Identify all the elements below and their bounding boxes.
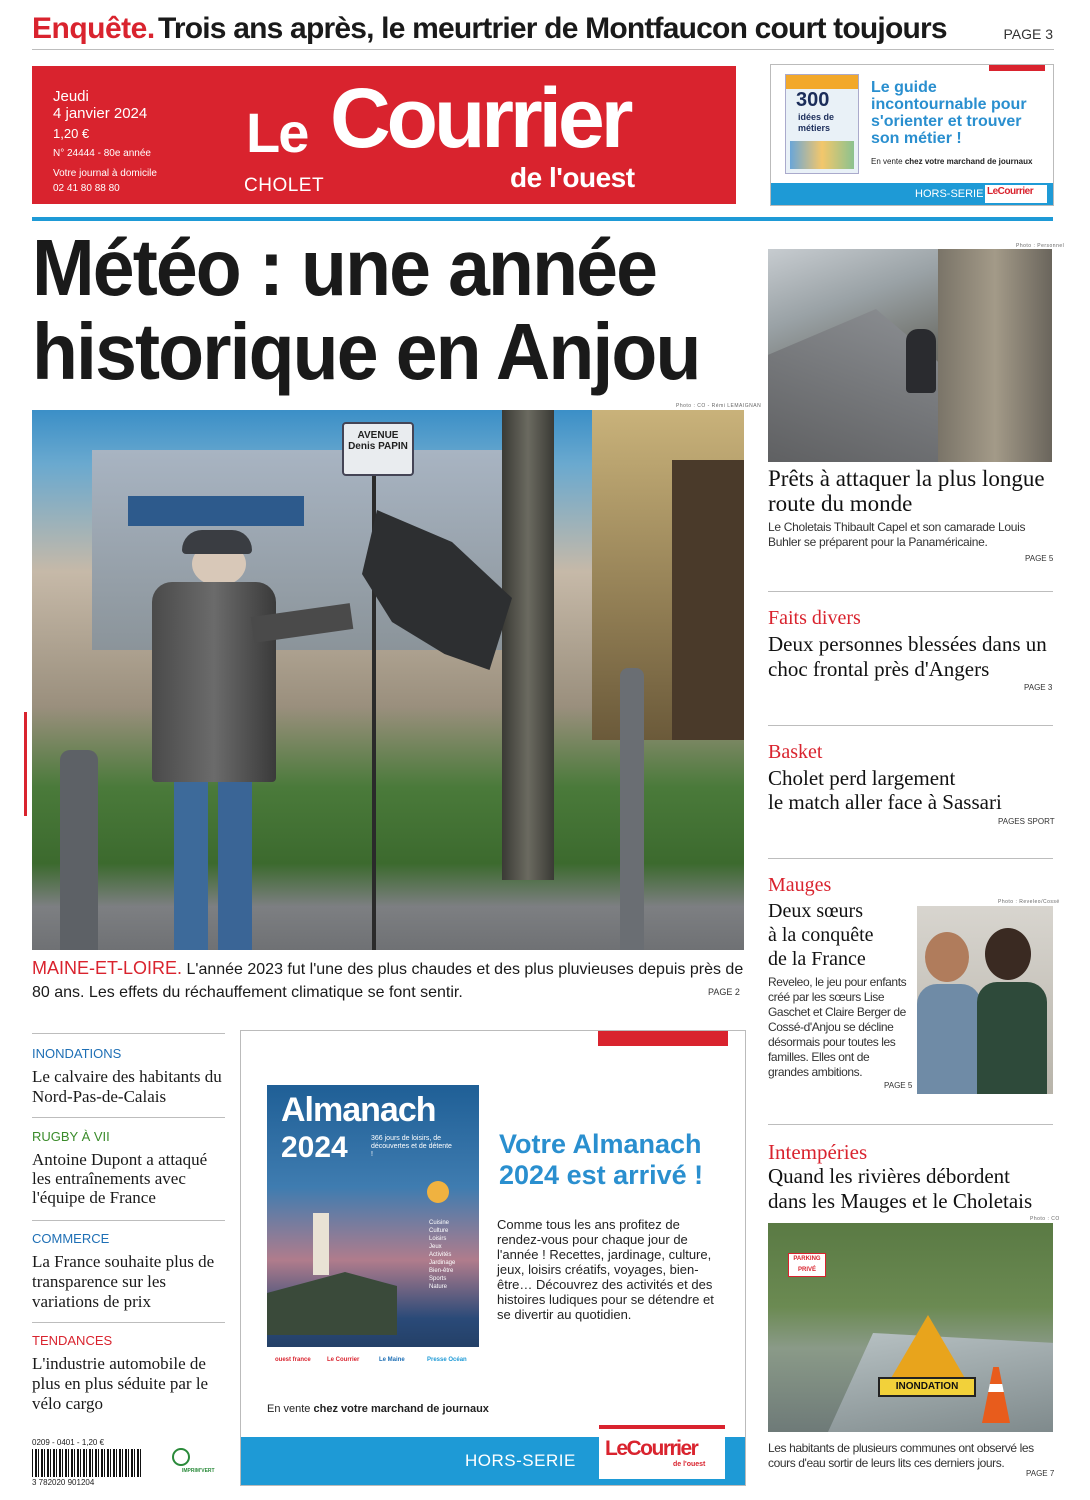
cover-logo-1: Le Courrier bbox=[327, 1357, 360, 1363]
masthead-issue: N° 24444 - 80e année bbox=[53, 148, 151, 159]
guide-hors-serie: HORS-SERIE bbox=[915, 188, 984, 200]
topic-6: Bien-être bbox=[429, 1268, 454, 1274]
guide-logo bbox=[985, 185, 1047, 203]
flood-page-ref: PAGE 7 bbox=[1026, 1469, 1055, 1478]
sisters-photo[interactable] bbox=[917, 906, 1053, 1094]
right-divider-1 bbox=[768, 591, 1053, 592]
newspaper-logo[interactable] bbox=[244, 71, 686, 201]
main-headline[interactable] bbox=[32, 223, 752, 396]
street-sign-line2: Denis PAPIN bbox=[348, 441, 408, 452]
almanach-headline bbox=[499, 1129, 739, 1191]
masthead-home-delivery: Votre journal à domicile bbox=[53, 168, 157, 179]
almanach-hors-serie: HORS-SERIE bbox=[465, 1451, 576, 1470]
basket-page-ref: PAGES SPORT bbox=[998, 817, 1055, 826]
almanach-headline-line2: 2024 est arrivé ! bbox=[499, 1160, 704, 1190]
top-divider bbox=[32, 49, 1054, 50]
topic-7: Sports bbox=[429, 1276, 447, 1282]
topic-5: Jardinage bbox=[429, 1260, 456, 1266]
climb-headline[interactable]: Prêts à attaquer la plus longue route du monde bbox=[768, 466, 1045, 516]
main-caption-kicker: MAINE-ET-LOIRE. bbox=[32, 958, 183, 978]
logo-subtitle: de l'ouest bbox=[510, 162, 635, 193]
guide-sale-bold: chez votre marchand de journaux bbox=[904, 157, 1033, 166]
teaser-headline: Trois ans après, le meurtrier de Montfaucon court toujours bbox=[158, 12, 947, 45]
almanach-logo-text: LeCourrier bbox=[605, 1437, 698, 1460]
flood-text: Les habitants de plusieurs communes ont observé les cours d'eau sortir de leurs lits ces derniers jours. bbox=[768, 1441, 1034, 1470]
masthead[interactable] bbox=[32, 66, 736, 204]
guide-cover-line2: métiers bbox=[798, 123, 831, 133]
faits-divers-kicker[interactable]: Faits divers bbox=[768, 607, 861, 629]
climb-photo[interactable] bbox=[768, 249, 1052, 462]
logo-le: Le bbox=[246, 101, 308, 164]
main-headline-line2: historique en Anjou bbox=[32, 307, 700, 396]
main-headline-line1: Météo : une année bbox=[32, 223, 657, 312]
almanach-hors-serie-bar bbox=[241, 1437, 745, 1485]
street-sign-line1: AVENUE bbox=[357, 430, 399, 441]
almanach-sale bbox=[267, 1403, 489, 1415]
topic-2: Loisirs bbox=[429, 1236, 447, 1242]
mauges-headline-line3[interactable]: de la France bbox=[768, 948, 866, 970]
climb-photo-credit: Photo : Personnel bbox=[1016, 243, 1065, 249]
brief-divider-0 bbox=[32, 1033, 225, 1034]
main-photo-credit: Photo : CO - Rémi LEMAIGNAN bbox=[676, 403, 762, 409]
guide-logo-text: LeCourrier bbox=[987, 186, 1034, 197]
main-caption-text: L'année 2023 fut l'une des plus chaudes et des plus pluvieuses depuis près de 80 ans. Les effets du réchauffement climatique se font sentir. bbox=[32, 961, 744, 1001]
almanach-sun bbox=[427, 1181, 449, 1203]
topic-3: Jeux bbox=[429, 1244, 442, 1250]
brief-rugby[interactable] bbox=[32, 1129, 228, 1207]
almanach-headline-line1: Votre Almanach bbox=[499, 1129, 702, 1159]
faits-divers-page-ref: PAGE 3 bbox=[1024, 683, 1053, 692]
cover-logo-2: Le Maine bbox=[379, 1357, 405, 1363]
teaser-page: PAGE 3 bbox=[1003, 26, 1053, 42]
intemperies-headline[interactable]: Quand les rivières débordent dans les Mauges et le Choletais bbox=[768, 1164, 1033, 1213]
logo-courrier: Courrier bbox=[330, 71, 630, 165]
almanach-sale-prefix: En vente bbox=[267, 1403, 314, 1415]
flood-photo-credit: Photo : CO bbox=[1030, 1216, 1060, 1222]
barcode-top: 0209 - 0401 - 1,20 € bbox=[32, 1438, 105, 1447]
lighthouse bbox=[313, 1213, 329, 1275]
street-sign bbox=[342, 422, 414, 476]
brief-divider-2 bbox=[32, 1220, 225, 1221]
brief-inondations[interactable] bbox=[32, 1046, 226, 1107]
brief-tendances-kicker: TENDANCES bbox=[32, 1333, 113, 1348]
flood-photo[interactable] bbox=[768, 1223, 1053, 1432]
barcode-block bbox=[32, 1438, 232, 1488]
almanach-logo-sub: de l'ouest bbox=[673, 1461, 706, 1468]
masthead-day: Jeudi bbox=[53, 88, 89, 105]
top-teaser[interactable] bbox=[32, 10, 1057, 50]
almanach-ad[interactable] bbox=[240, 1030, 746, 1486]
guide-ad-sale bbox=[871, 157, 1032, 166]
almanach-cover-title: Almanach bbox=[281, 1091, 436, 1129]
guide-cover-line1: idées de bbox=[798, 112, 835, 122]
blue-divider bbox=[32, 217, 1053, 221]
imprim-vert-label: IMPRIM'VERT bbox=[182, 1468, 215, 1474]
main-page-ref: PAGE 2 bbox=[708, 987, 740, 997]
topic-4: Activités bbox=[429, 1252, 452, 1258]
guide-hors-serie-bar bbox=[771, 183, 1053, 205]
mauges-headline-line1[interactable]: Deux sœurs bbox=[768, 900, 863, 922]
brief-commerce[interactable] bbox=[32, 1231, 226, 1312]
brief-inondations-headline: Le calvaire des habitants du Nord-Pas-de-Calais bbox=[32, 1067, 222, 1106]
right-divider-3 bbox=[768, 858, 1053, 859]
almanach-body: Comme tous les ans profitez de rendez-vous pour chaque jour de l'année ! Recettes, jardinage, culture, jeux, loisirs créatifs, voyages, bien-être… Découvrez des activités et des histoires ludiques pour se détendre et se divertir au quotidien. bbox=[497, 1217, 714, 1322]
main-photo[interactable] bbox=[32, 410, 744, 950]
guide-cover-number: 300 bbox=[796, 89, 830, 111]
almanach-logo bbox=[599, 1425, 725, 1479]
cover-logo-3: Presse Océan bbox=[427, 1357, 467, 1363]
recycle-icon bbox=[172, 1448, 190, 1466]
almanach-cover-tagline: 366 jours de loisirs, de découvertes et de détente ! bbox=[371, 1135, 452, 1158]
brief-commerce-headline: La France souhaite plus de transparence sur les variations de prix bbox=[32, 1252, 215, 1311]
brief-divider-3 bbox=[32, 1322, 225, 1323]
faits-divers-headline[interactable]: Deux personnes blessées dans un choc frontal près d'Angers bbox=[768, 632, 1047, 681]
man-figure bbox=[152, 530, 382, 950]
guide-ad-title: Le guide incontournable pour s'orienter et trouver son métier ! bbox=[871, 79, 1027, 147]
mauges-kicker[interactable]: Mauges bbox=[768, 874, 832, 896]
right-divider-2 bbox=[768, 725, 1053, 726]
guide-ad[interactable] bbox=[770, 64, 1054, 206]
teaser-kicker: Enquête. bbox=[32, 12, 155, 45]
brief-inondations-kicker: INONDATIONS bbox=[32, 1046, 122, 1061]
warning-label: INONDATION bbox=[878, 1377, 976, 1397]
barcode-bars bbox=[32, 1449, 142, 1477]
brief-commerce-kicker: COMMERCE bbox=[32, 1231, 110, 1246]
brief-tendances[interactable] bbox=[32, 1333, 226, 1414]
right-divider-4 bbox=[768, 1124, 1053, 1125]
masthead-phone: 02 41 80 88 80 bbox=[53, 183, 120, 194]
topic-8: Nature bbox=[429, 1284, 448, 1290]
topic-1: Culture bbox=[429, 1228, 449, 1234]
main-caption bbox=[32, 957, 744, 1004]
brief-divider-1 bbox=[32, 1117, 225, 1118]
almanach-sale-bold: chez votre marchand de journaux bbox=[313, 1403, 489, 1415]
basket-headline-line1[interactable]: Cholet perd largement bbox=[768, 766, 956, 790]
guide-ad-red-tab bbox=[989, 65, 1045, 71]
edge-marker bbox=[24, 712, 27, 816]
almanach-cover-year: 2024 bbox=[281, 1131, 348, 1164]
mauges-page-ref: PAGE 5 bbox=[884, 1081, 913, 1090]
mauges-headline-line2[interactable]: à la conquête bbox=[768, 924, 874, 946]
topic-0: Cuisine bbox=[429, 1220, 450, 1226]
basket-kicker[interactable]: Basket bbox=[768, 741, 823, 763]
brief-rugby-headline: Antoine Dupont a attaqué les entraînements avec l'équipe de France bbox=[32, 1150, 208, 1207]
mauges-photo-credit: Photo : Reveleo/Cossé bbox=[998, 899, 1060, 905]
guide-cover bbox=[785, 74, 859, 174]
almanach-cover-topics bbox=[429, 1219, 477, 1291]
brief-tendances-headline: L'industrie automobile de plus en plus séduite par le vélo cargo bbox=[32, 1354, 209, 1413]
barcode-number: 3 782020 901204 bbox=[32, 1478, 95, 1487]
almanach-ad-red-tab bbox=[598, 1031, 728, 1046]
climb-page-ref: PAGE 5 bbox=[1025, 554, 1054, 563]
almanach-cover-logos bbox=[267, 1347, 479, 1377]
mauges-text: Reveleo, le jeu pour enfants créé par les sœurs Lise Gaschet et Claire Berger de Cossé-d'Anjou se décline désormais pour toutes les familles. Elles ont de grandes ambitions. bbox=[768, 975, 907, 1079]
basket-headline-line2[interactable]: le match aller face à Sassari bbox=[768, 790, 1002, 814]
brief-rugby-kicker: RUGBY À VII bbox=[32, 1129, 110, 1144]
cover-logo-0: ouest france bbox=[275, 1357, 311, 1363]
intemperies-kicker[interactable]: Intempéries bbox=[768, 1140, 868, 1164]
masthead-date: 4 janvier 2024 bbox=[53, 105, 148, 122]
almanach-cover bbox=[267, 1085, 479, 1377]
climb-text: Le Choletais Thibault Capel et son camarade Louis Buhler se préparent pour la Panaméricaine. bbox=[768, 520, 1026, 549]
masthead-price: 1,20 € bbox=[53, 126, 90, 141]
climber bbox=[906, 329, 936, 393]
parking-sign: PARKING PRIVÉ bbox=[788, 1253, 826, 1277]
edition-label: CHOLET bbox=[244, 175, 325, 196]
guide-sale-prefix: En vente bbox=[871, 157, 905, 166]
